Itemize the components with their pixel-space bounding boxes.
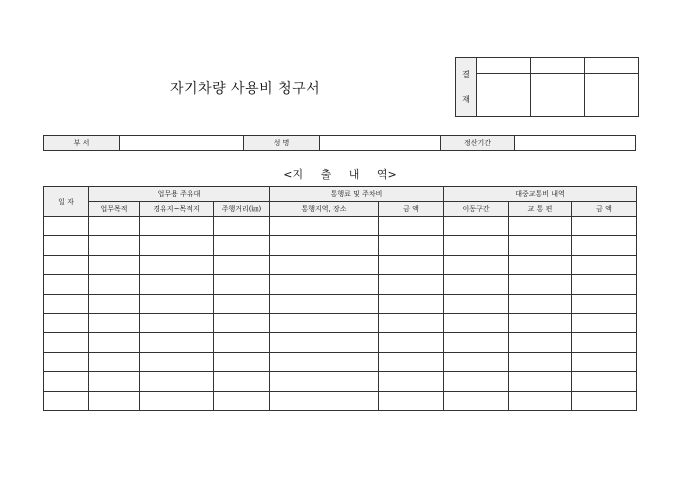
transit-group-header: 대중교통비 내역 bbox=[444, 187, 637, 202]
table-row bbox=[44, 391, 637, 410]
table-cell[interactable] bbox=[379, 236, 444, 255]
table-row bbox=[44, 217, 637, 236]
table-row bbox=[44, 333, 637, 352]
table-row bbox=[44, 275, 637, 294]
table-cell[interactable] bbox=[89, 217, 140, 236]
table-cell[interactable] bbox=[379, 352, 444, 371]
table-cell[interactable] bbox=[140, 275, 214, 294]
table-cell[interactable] bbox=[89, 352, 140, 371]
table-cell[interactable] bbox=[214, 275, 270, 294]
approval-label-top: 결 bbox=[462, 70, 470, 79]
table-cell[interactable] bbox=[379, 391, 444, 410]
table-cell[interactable] bbox=[444, 275, 509, 294]
dept-field[interactable] bbox=[120, 136, 244, 151]
table-cell[interactable] bbox=[214, 236, 270, 255]
table-cell[interactable] bbox=[214, 391, 270, 410]
table-cell[interactable] bbox=[379, 217, 444, 236]
table-cell[interactable] bbox=[444, 217, 509, 236]
table-cell[interactable] bbox=[572, 352, 637, 371]
table-cell[interactable] bbox=[572, 333, 637, 352]
fuel-group-header: 업무용 주유대 bbox=[89, 187, 270, 202]
table-cell[interactable] bbox=[379, 294, 444, 313]
table-cell[interactable] bbox=[509, 333, 572, 352]
table-row bbox=[44, 352, 637, 371]
table-cell[interactable] bbox=[572, 313, 637, 332]
table-cell[interactable] bbox=[379, 372, 444, 391]
table-cell[interactable] bbox=[44, 275, 89, 294]
table-cell[interactable] bbox=[44, 236, 89, 255]
table-row bbox=[44, 372, 637, 391]
table-cell[interactable] bbox=[572, 372, 637, 391]
table-cell[interactable] bbox=[270, 333, 379, 352]
table-cell[interactable] bbox=[270, 255, 379, 274]
table-cell[interactable] bbox=[509, 313, 572, 332]
table-cell[interactable] bbox=[44, 294, 89, 313]
table-row bbox=[44, 236, 637, 255]
approval-sign-3[interactable] bbox=[585, 74, 639, 117]
table-cell[interactable] bbox=[379, 313, 444, 332]
table-cell[interactable] bbox=[444, 391, 509, 410]
table-cell[interactable] bbox=[89, 372, 140, 391]
name-label: 성 명 bbox=[244, 136, 320, 151]
toll-group-header: 통행료 및 주차비 bbox=[270, 187, 444, 202]
table-cell[interactable] bbox=[270, 275, 379, 294]
sub-header-toll-amount: 금 액 bbox=[379, 202, 444, 217]
sub-header-section: 이동구간 bbox=[444, 202, 509, 217]
table-cell[interactable] bbox=[140, 352, 214, 371]
approval-sign-2[interactable] bbox=[531, 74, 585, 117]
sub-header-toll-area: 통행지역, 장소 bbox=[270, 202, 379, 217]
table-cell[interactable] bbox=[214, 255, 270, 274]
table-cell[interactable] bbox=[89, 255, 140, 274]
table-row bbox=[44, 294, 637, 313]
approval-label-bottom: 재 bbox=[462, 95, 470, 104]
table-cell[interactable] bbox=[44, 255, 89, 274]
table-cell[interactable] bbox=[140, 236, 214, 255]
table-cell[interactable] bbox=[270, 236, 379, 255]
table-cell[interactable] bbox=[270, 294, 379, 313]
table-cell[interactable] bbox=[379, 255, 444, 274]
table-cell[interactable] bbox=[89, 294, 140, 313]
table-cell[interactable] bbox=[572, 391, 637, 410]
table-cell[interactable] bbox=[509, 391, 572, 410]
table-cell[interactable] bbox=[140, 391, 214, 410]
table-cell[interactable] bbox=[44, 333, 89, 352]
table-cell[interactable] bbox=[509, 217, 572, 236]
sub-header-purpose: 업무목적 bbox=[89, 202, 140, 217]
table-cell[interactable] bbox=[444, 352, 509, 371]
table-cell[interactable] bbox=[44, 372, 89, 391]
table-cell[interactable] bbox=[214, 217, 270, 236]
table-cell[interactable] bbox=[44, 352, 89, 371]
table-cell[interactable] bbox=[270, 391, 379, 410]
table-cell[interactable] bbox=[379, 275, 444, 294]
table-cell[interactable] bbox=[270, 217, 379, 236]
table-cell[interactable] bbox=[270, 313, 379, 332]
table-cell[interactable] bbox=[509, 236, 572, 255]
info-row bbox=[43, 135, 636, 151]
table-cell[interactable] bbox=[572, 275, 637, 294]
table-cell[interactable] bbox=[140, 313, 214, 332]
table-cell[interactable] bbox=[214, 313, 270, 332]
approval-signer-header-2[interactable] bbox=[531, 58, 585, 74]
sub-header-transit-amount: 금 액 bbox=[572, 202, 637, 217]
table-cell[interactable] bbox=[89, 275, 140, 294]
table-cell[interactable] bbox=[444, 294, 509, 313]
table-cell[interactable] bbox=[509, 255, 572, 274]
section-title: <지 출 내 역> bbox=[283, 168, 397, 181]
approval-box bbox=[455, 57, 639, 117]
table-row bbox=[44, 255, 637, 274]
table-cell[interactable] bbox=[89, 313, 140, 332]
table-cell[interactable] bbox=[89, 333, 140, 352]
approval-signer-header-1[interactable] bbox=[477, 58, 531, 74]
table-cell[interactable] bbox=[444, 333, 509, 352]
table-cell[interactable] bbox=[572, 294, 637, 313]
approval-sign-1[interactable] bbox=[477, 74, 531, 117]
sub-header-route: 경유지~목적지 bbox=[140, 202, 214, 217]
table-cell[interactable] bbox=[509, 275, 572, 294]
table-cell[interactable] bbox=[509, 372, 572, 391]
approval-signer-header-3[interactable] bbox=[585, 58, 639, 74]
table-cell[interactable] bbox=[140, 333, 214, 352]
sub-header-transport: 교 통 편 bbox=[509, 202, 572, 217]
table-cell[interactable] bbox=[44, 391, 89, 410]
table-row bbox=[44, 313, 637, 332]
table-cell[interactable] bbox=[214, 352, 270, 371]
table-cell[interactable] bbox=[89, 391, 140, 410]
table-cell[interactable] bbox=[572, 255, 637, 274]
date-header: 일 자 bbox=[44, 187, 89, 217]
table-cell[interactable] bbox=[572, 217, 637, 236]
table-cell[interactable] bbox=[140, 294, 214, 313]
table-cell[interactable] bbox=[44, 217, 89, 236]
sub-header-distance: 주행거리(㎞) bbox=[214, 202, 270, 217]
approval-label bbox=[456, 58, 477, 117]
table-cell[interactable] bbox=[572, 236, 637, 255]
table-cell[interactable] bbox=[270, 352, 379, 371]
table-cell[interactable] bbox=[444, 372, 509, 391]
table-cell[interactable] bbox=[509, 352, 572, 371]
document-title: 자기차량 사용비 청구서 bbox=[170, 81, 321, 97]
table-cell[interactable] bbox=[444, 255, 509, 274]
name-field[interactable] bbox=[320, 136, 441, 151]
table-cell[interactable] bbox=[444, 236, 509, 255]
table-cell[interactable] bbox=[140, 255, 214, 274]
table-cell[interactable] bbox=[214, 333, 270, 352]
period-label: 정산기간 bbox=[441, 136, 515, 151]
table-cell[interactable] bbox=[444, 313, 509, 332]
table-cell[interactable] bbox=[270, 372, 379, 391]
expense-table bbox=[43, 186, 637, 411]
table-cell[interactable] bbox=[509, 294, 572, 313]
table-cell[interactable] bbox=[140, 217, 214, 236]
table-cell[interactable] bbox=[214, 294, 270, 313]
period-field[interactable] bbox=[515, 136, 636, 151]
table-cell[interactable] bbox=[214, 372, 270, 391]
table-cell[interactable] bbox=[44, 313, 89, 332]
dept-label: 부 서 bbox=[44, 136, 120, 151]
table-cell[interactable] bbox=[140, 372, 214, 391]
table-cell[interactable] bbox=[89, 236, 140, 255]
table-cell[interactable] bbox=[379, 333, 444, 352]
